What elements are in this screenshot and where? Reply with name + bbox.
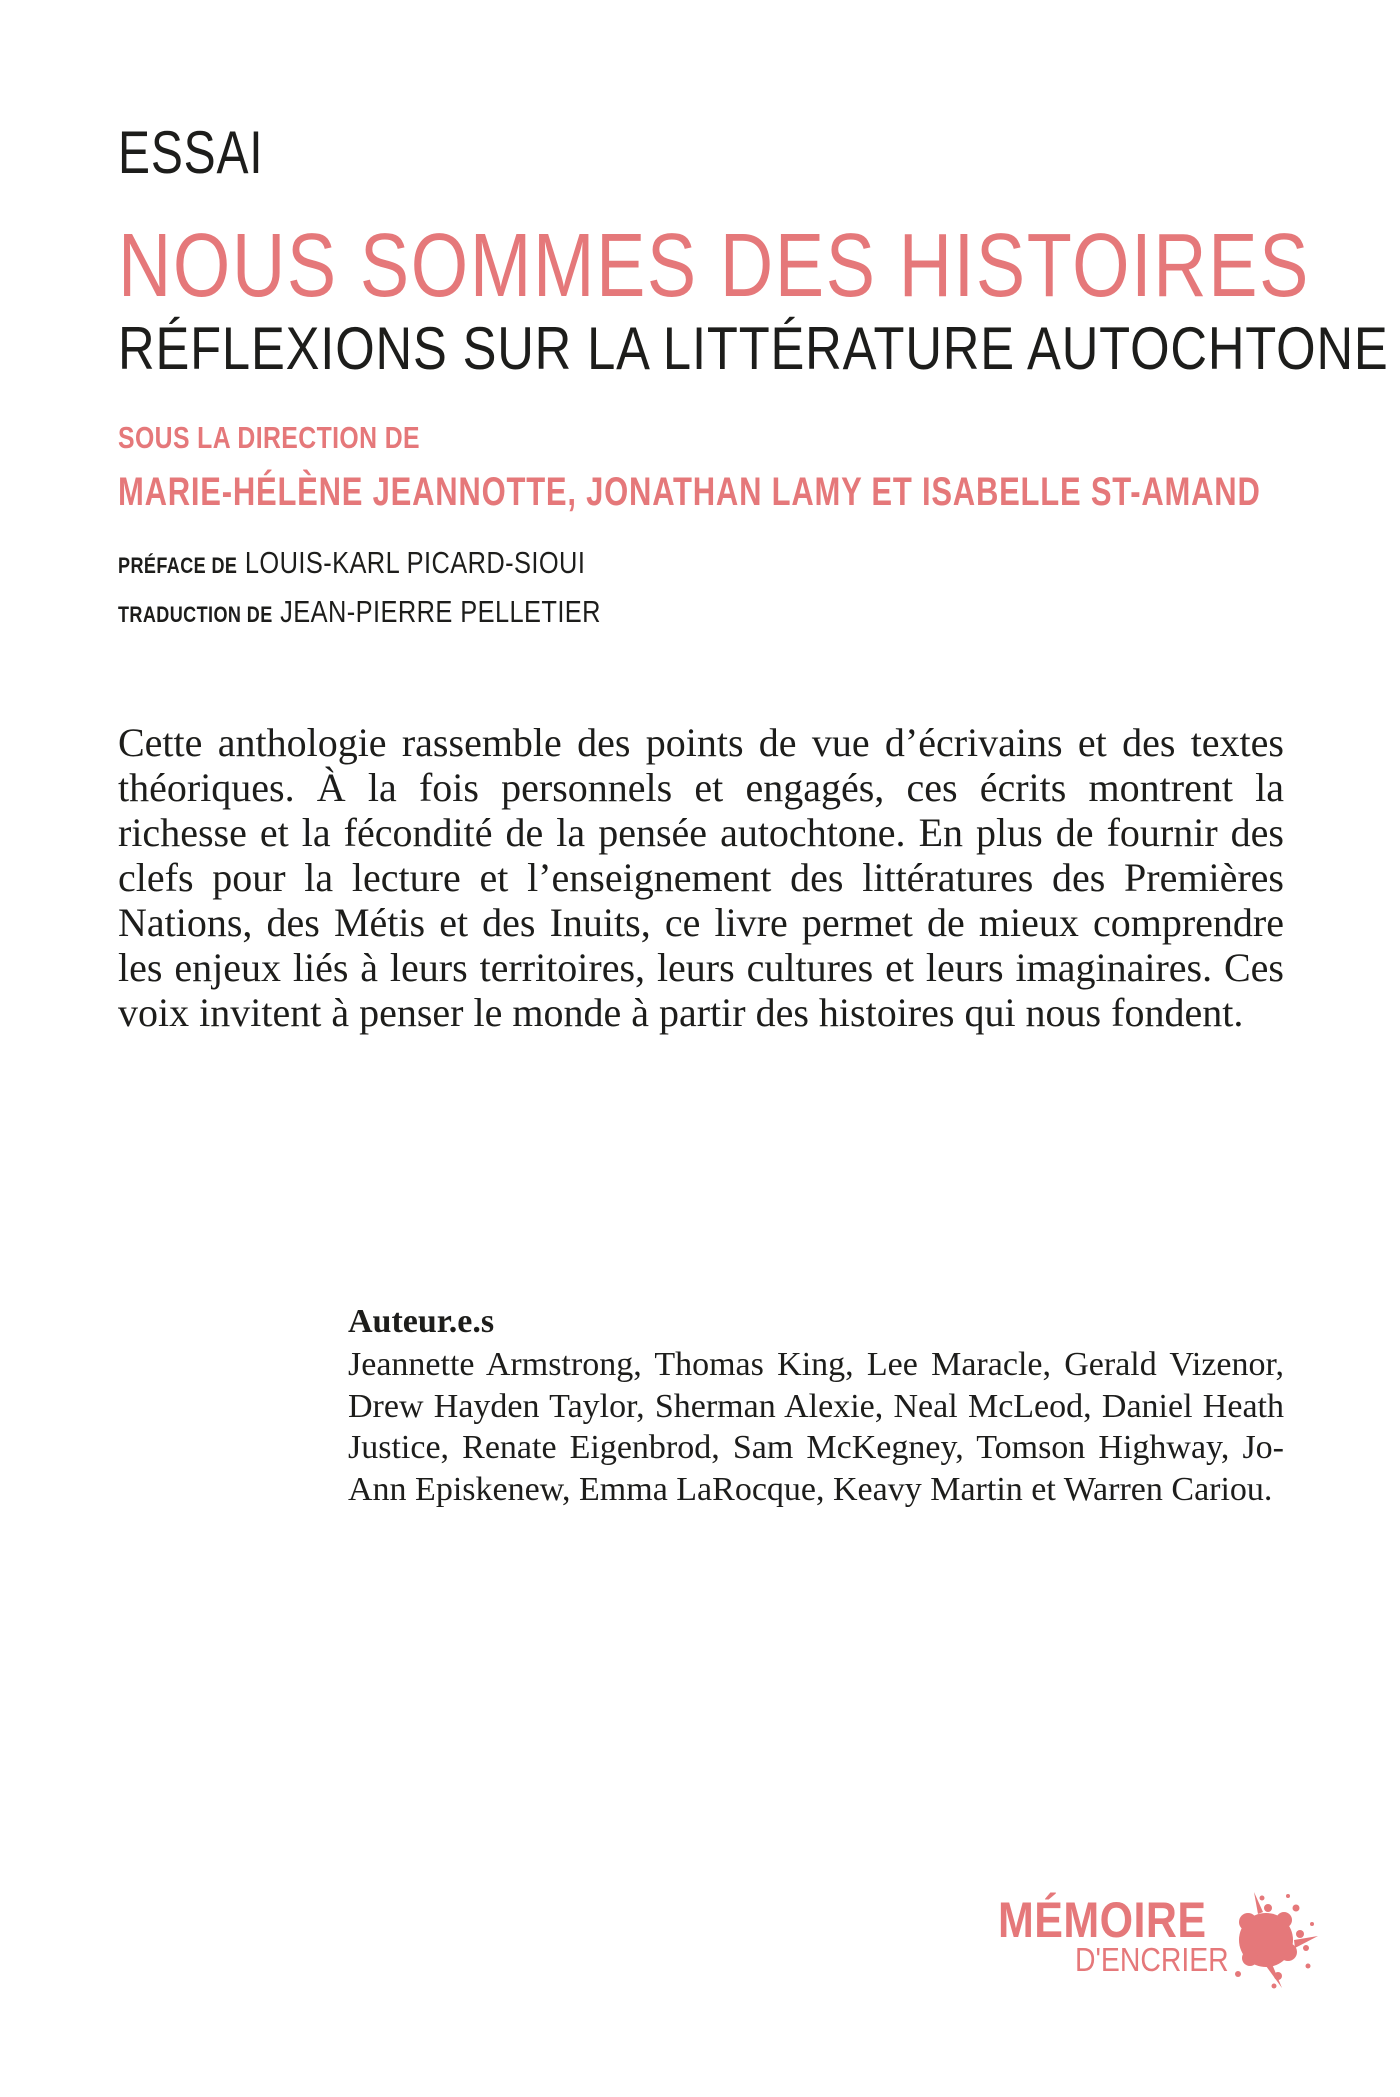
authors-section (348, 1300, 1284, 1510)
preface-label: PRÉFACE DE (118, 553, 238, 578)
authors-list: Jeannette Armstrong, Thomas King, Lee Maracle, Gerald Vizenor, Drew Hayden Taylor, Sherman Alexie, Neal McLeod, Daniel Heath Justice, Renate Eigenbrod, Sam McKegney, Tomson Highway, Jo-Ann Episkenew, Emma LaRocque, Keavy Martin et Warren Cariou. (348, 1346, 1284, 1508)
directors-names: MARIE-HÉLÈNE JEANNOTTE, JONATHAN LAMY ET ISABELLE ST-AMAND (118, 470, 1261, 514)
direction-label: SOUS LA DIRECTION DE (118, 420, 420, 455)
publisher-logo (998, 1883, 1338, 2003)
book-subtitle: RÉFLEXIONS SUR LA LITTÉRATURE AUTOCHTONE (118, 315, 1389, 382)
ink-splash-icon (1208, 1878, 1328, 1998)
translation-label: TRADUCTION DE (118, 602, 273, 627)
translation-name: JEAN-PIERRE PELLETIER (280, 594, 601, 629)
translation-credit (118, 594, 601, 630)
genre-label: ESSAI (118, 119, 264, 186)
preface-name: LOUIS-KARL PICARD-SIOUI (244, 545, 586, 580)
authors-heading: Auteur.e.s (348, 1303, 495, 1340)
book-blurb: Cette anthologie rassemble des points de vue d’écrivains et des textes théoriques. À la fois personnels et engagés, ces écrits montrent la richesse et la fécondité de la pensée autochtone. En plus de fournir des clefs pour la lecture et l’enseignement des littératures des Premières Nations, des Métis et des Inuits, ce livre permet de mieux comprendre les enjeux liés à leurs territoires, leurs cultures et leurs imaginaires. Ces voix invitent à penser le monde à partir des histoires qui nous fondent. (118, 720, 1284, 1035)
book-title: NOUS SOMMES DES HISTOIRES (118, 216, 1310, 316)
preface-credit (118, 545, 585, 581)
publisher-name-sub: D'ENCRIER (1075, 1941, 1229, 1978)
publisher-name-main: MÉMOIRE (998, 1892, 1207, 1948)
